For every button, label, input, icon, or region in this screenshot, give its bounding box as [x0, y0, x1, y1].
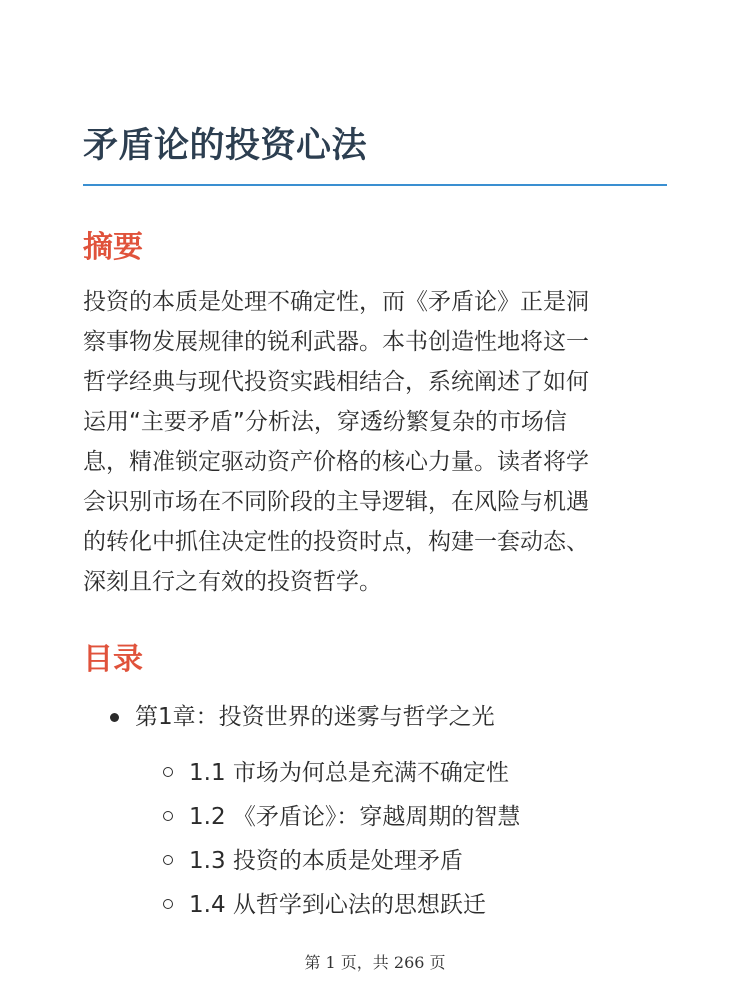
- abstract-line: 投资的本质是处理不确定性，而《矛盾论》正是洞: [83, 289, 589, 315]
- abstract-line: 的转化中抓住决定性的投资时点，构建一套动态、: [83, 529, 589, 555]
- abstract-paragraph: [83, 282, 667, 602]
- abstract-line: 息，精准锁定驱动资产价格的核心力量。读者将学: [83, 449, 589, 475]
- abstract-line: 会识别市场在不同阶段的主导逻辑，在风险与机遇: [83, 489, 589, 515]
- document-title: 矛盾论的投资心法: [83, 126, 368, 166]
- abstract-line: 深刻且行之有效的投资哲学。: [83, 569, 382, 595]
- title-divider: [83, 184, 667, 186]
- toc-section-item: 1.2 《矛盾论》：穿越周期的智慧: [189, 800, 520, 834]
- toc-heading: 目录: [83, 642, 143, 677]
- abstract-line: 察事物发展规律的锐利武器。本书创造性地将这一: [83, 329, 589, 355]
- toc-section-item: 1.4 从哲学到心法的思想跃迁: [189, 888, 486, 922]
- toc-chapter-item: 第1章：投资世界的迷雾与哲学之光: [135, 700, 495, 734]
- page-footer: 第 1 页，共 266 页: [304, 953, 446, 972]
- abstract-line: 运用“主要矛盾”分析法，穿透纷繁复杂的市场信: [83, 409, 567, 435]
- toc-section-item: 1.3 投资的本质是处理矛盾: [189, 844, 463, 878]
- abstract-line: 哲学经典与现代投资实践相结合，系统阐述了如何: [83, 369, 589, 395]
- toc-section-item: 1.1 市场为何总是充满不确定性: [189, 756, 509, 790]
- abstract-heading: 摘要: [83, 230, 143, 265]
